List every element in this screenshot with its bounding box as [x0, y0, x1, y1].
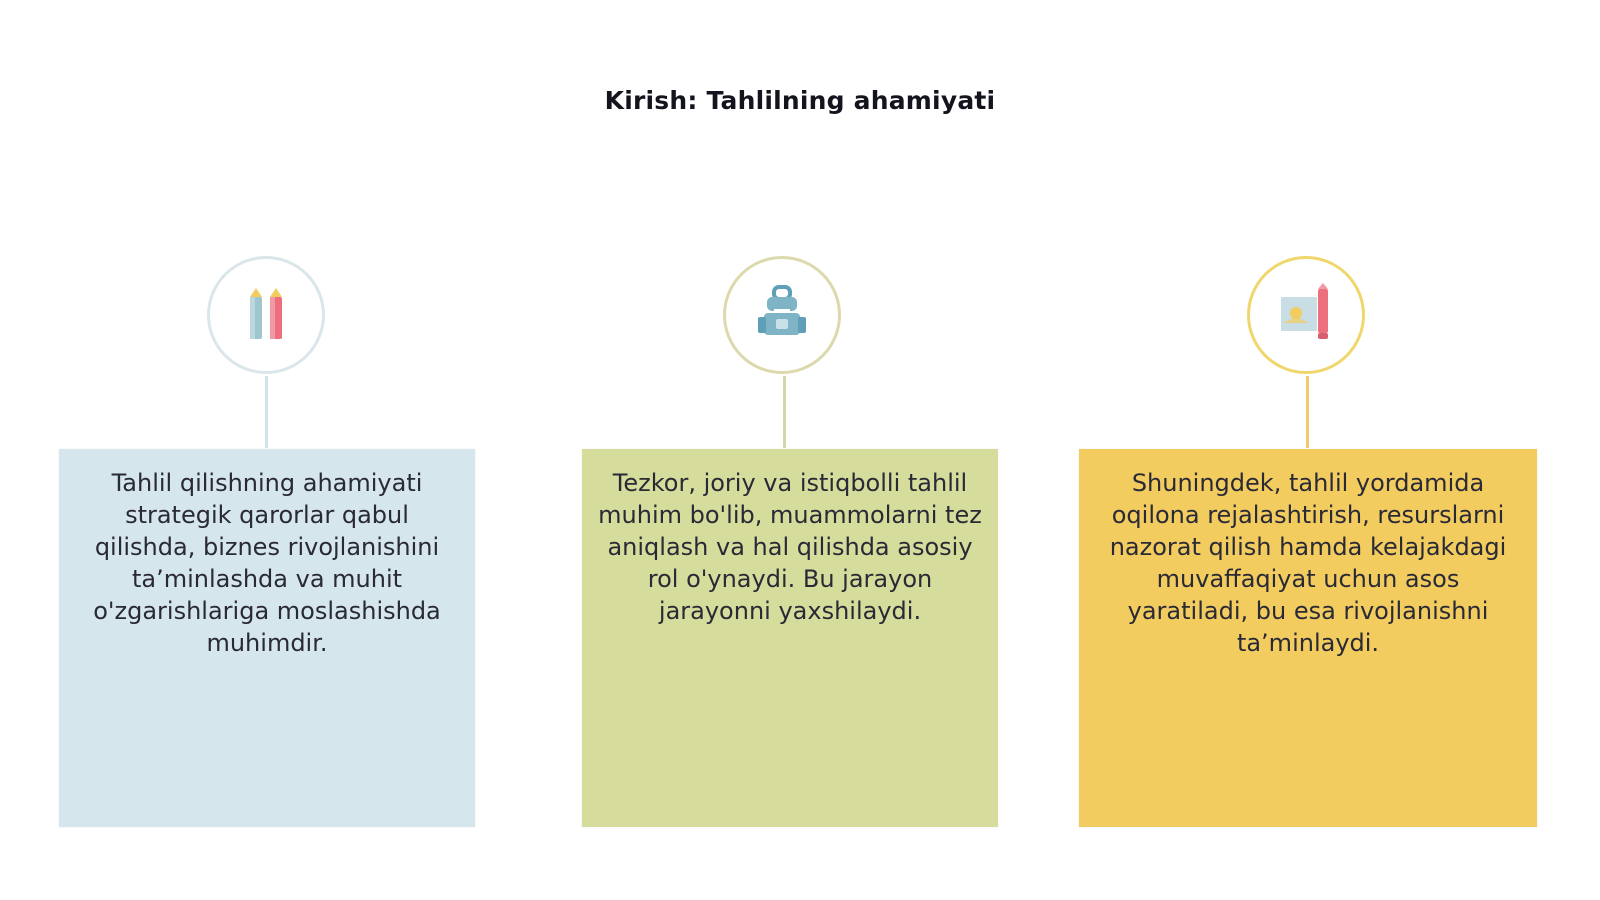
connector-line-2: [783, 376, 786, 448]
icon-circle-1: [207, 256, 325, 374]
info-card-2: Tezkor, joriy va istiqbolli tahlil muhim bo'lib, muammolarni tez aniqlash va hal qilishda asosiy rol o'ynaydi. Bu jarayon jarayonni yaxshilaydi.: [582, 449, 998, 827]
slide-title: Kirish: Tahlilning ahamiyati: [604, 86, 996, 115]
icon-circle-3: [1247, 256, 1365, 374]
drawing-board-icon: [1274, 283, 1338, 347]
info-card-3: Shuningdek, tahlil yordamida oqilona rejalashtirish, resurslarni nazorat qilish hamda kelajakdagi muvaffaqiyat uchun asos yaratiladi, bu esa rivojlanishni ta’minlaydi.: [1079, 449, 1537, 827]
backpack-icon: [750, 283, 814, 347]
connector-line-1: [265, 376, 268, 448]
icon-circle-2: [723, 256, 841, 374]
connector-line-3: [1306, 376, 1309, 448]
info-card-1: Tahlil qilishning ahamiyati strategik qarorlar qabul qilishda, biznes rivojlanishini ta’minlashda va muhit o'zgarishlariga moslashishda muhimdir.: [59, 449, 475, 827]
pencils-icon: [234, 283, 298, 347]
